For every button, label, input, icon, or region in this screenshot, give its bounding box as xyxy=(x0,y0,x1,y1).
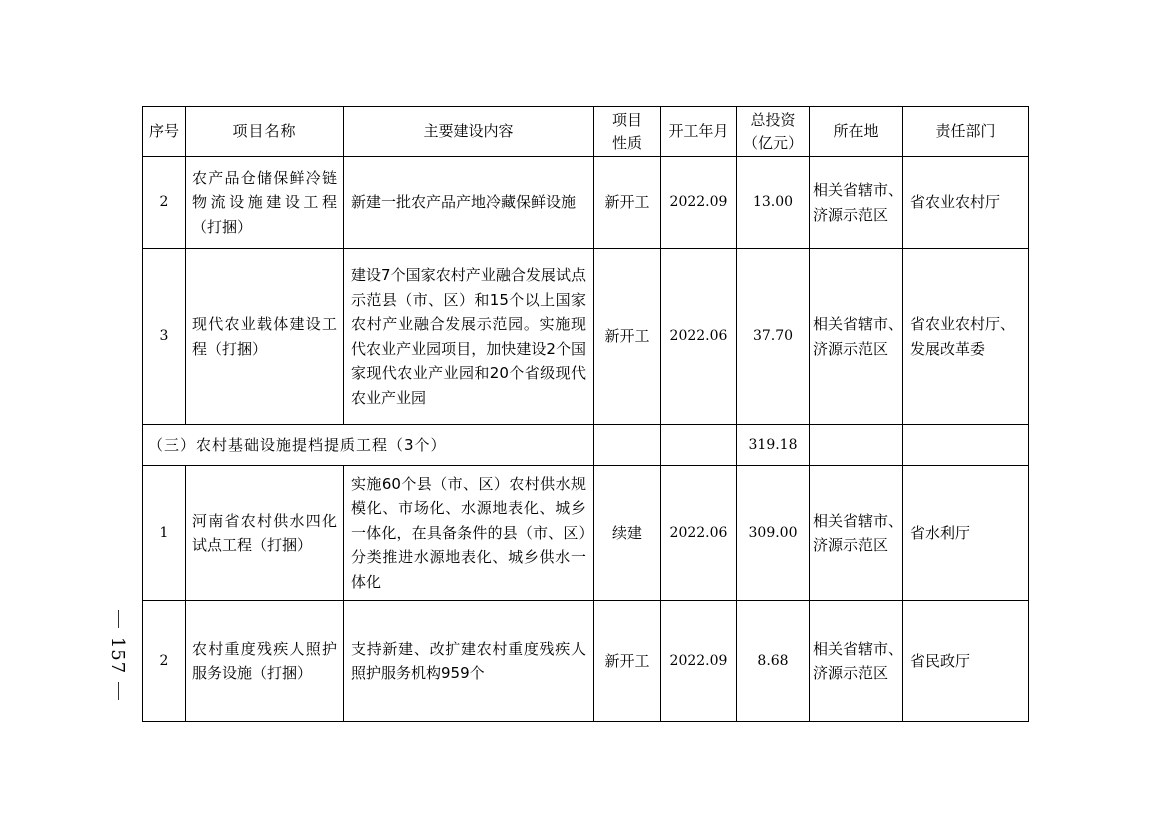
row-invest: 13.00 xyxy=(737,157,810,249)
section-empty-cell xyxy=(903,425,1029,466)
header-start: 开工年月 xyxy=(661,107,737,157)
header-nature: 项目 性质 xyxy=(594,107,661,157)
row-dept: 省农业农村厅、发展改革委 xyxy=(903,249,1029,425)
row-nature: 新开工 xyxy=(594,157,661,249)
row-start: 2022.06 xyxy=(661,466,737,601)
row-content: 实施60个县（市、区）农村供水规模化、市场化、水源地表化、城乡一体化，在具备条件的县（市、区）分类推进水源地表化、城乡供水一体化 xyxy=(344,466,594,601)
section-invest: 319.18 xyxy=(737,425,810,466)
header-location: 所在地 xyxy=(810,107,903,157)
row-location: 相关省辖市、济源示范区 xyxy=(810,466,903,601)
row-content: 建设7个国家农村产业融合发展试点示范县（市、区）和15个以上国家农村产业融合发展示范园。实施现代农业产业园项目，加快建设2个国家现代农业产业园和20个省级现代农业产业园 xyxy=(344,249,594,425)
row-nature: 续建 xyxy=(594,466,661,601)
section-empty-cell xyxy=(594,425,661,466)
row-no: 2 xyxy=(143,601,186,722)
row-project-name: 农产品仓储保鲜冷链物流设施建设工程（打捆） xyxy=(186,157,344,249)
page-number-dash-bottom xyxy=(118,682,119,700)
header-name: 项目名称 xyxy=(186,107,344,157)
header-dept: 责任部门 xyxy=(903,107,1029,157)
row-location: 相关省辖市、济源示范区 xyxy=(810,249,903,425)
page-number-dash-top xyxy=(118,610,119,628)
row-nature: 新开工 xyxy=(594,601,661,722)
page-number xyxy=(98,610,138,700)
row-invest: 8.68 xyxy=(737,601,810,722)
section-row xyxy=(143,425,1029,466)
row-start: 2022.09 xyxy=(661,157,737,249)
row-nature: 新开工 xyxy=(594,249,661,425)
row-location: 相关省辖市、济源示范区 xyxy=(810,157,903,249)
row-project-name: 现代农业载体建设工程（打捆） xyxy=(186,249,344,425)
section-empty-cell xyxy=(661,425,737,466)
header-no: 序号 xyxy=(143,107,186,157)
project-table xyxy=(142,106,1029,722)
row-invest: 309.00 xyxy=(737,466,810,601)
table-row xyxy=(143,466,1029,601)
table-header-row xyxy=(143,107,1029,157)
row-content: 支持新建、改扩建农村重度残疾人照护服务机构959个 xyxy=(344,601,594,722)
page-number-text: 157 xyxy=(107,636,129,674)
row-no: 2 xyxy=(143,157,186,249)
table-row xyxy=(143,157,1029,249)
row-no: 1 xyxy=(143,466,186,601)
header-invest: 总投资 （亿元） xyxy=(737,107,810,157)
section-title: （三）农村基础设施提档提质工程（3个） xyxy=(143,425,594,466)
section-empty-cell xyxy=(810,425,903,466)
row-no: 3 xyxy=(143,249,186,425)
row-start: 2022.06 xyxy=(661,249,737,425)
row-content: 新建一批农产品产地冷藏保鲜设施 xyxy=(344,157,594,249)
row-dept: 省农业农村厅 xyxy=(903,157,1029,249)
row-project-name: 农村重度残疾人照护服务设施（打捆） xyxy=(186,601,344,722)
row-dept: 省民政厅 xyxy=(903,601,1029,722)
row-invest: 37.70 xyxy=(737,249,810,425)
row-location: 相关省辖市、济源示范区 xyxy=(810,601,903,722)
row-dept: 省水利厅 xyxy=(903,466,1029,601)
header-content: 主要建设内容 xyxy=(344,107,594,157)
table-row xyxy=(143,601,1029,722)
row-project-name: 河南省农村供水四化试点工程（打捆） xyxy=(186,466,344,601)
table-row xyxy=(143,249,1029,425)
row-start: 2022.09 xyxy=(661,601,737,722)
